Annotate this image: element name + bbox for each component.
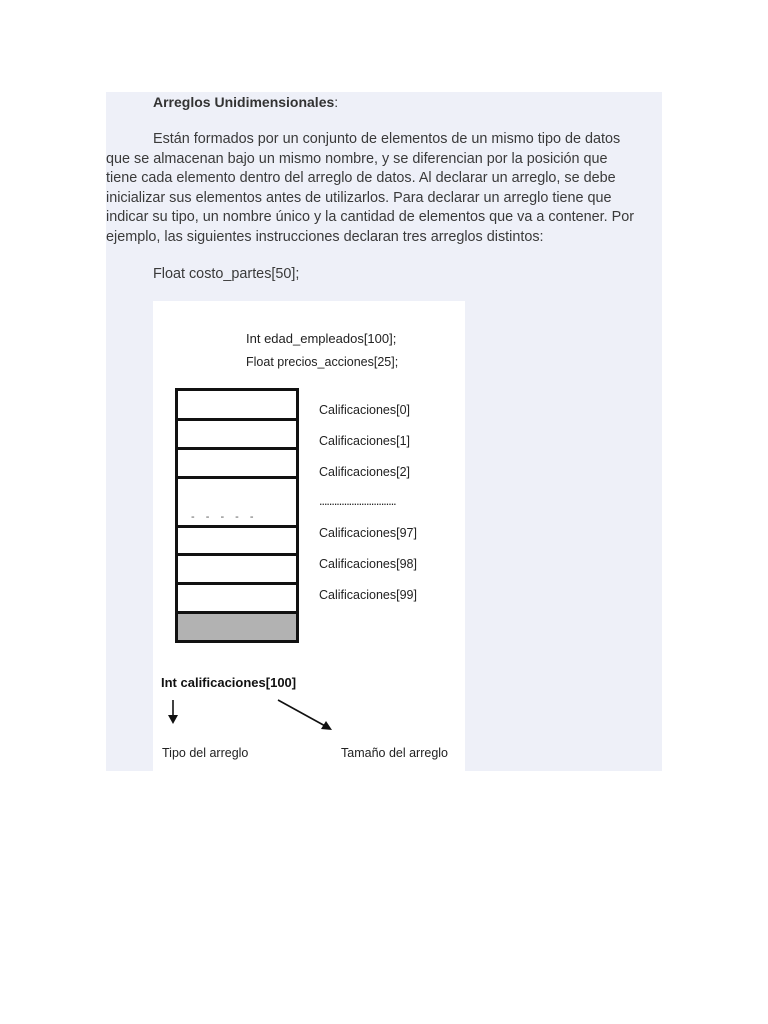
heading-title: Arreglos Unidimensionales [153, 94, 335, 110]
ellipsis-dashes: - - - - - [191, 511, 258, 523]
paragraph-line: indicar su tipo, un nombre único y la cantidad de elementos que va a contener. Por [106, 209, 634, 226]
array-diagram [153, 301, 465, 771]
array-declaration: Int calificaciones[100] [161, 675, 297, 690]
code-example: Float costo_partes[50]; [153, 266, 300, 282]
down-arrow-icon [168, 700, 178, 724]
ellipsis-label: ............................... [319, 494, 396, 508]
element-label: Calificaciones[2] [319, 465, 411, 479]
element-label: Calificaciones[99] [319, 588, 417, 602]
declaration-precios: Float precios_acciones[25]; [246, 355, 399, 369]
paragraph-line: que se almacenan bajo un mismo nombre, y se diferencian por la posición que [106, 150, 608, 167]
heading-colon: : [334, 94, 339, 110]
type-caption: Tipo del arreglo [162, 746, 249, 760]
paragraph-line: tiene cada elemento dentro del arreglo de datos. Al declarar un arreglo, se debe [106, 170, 616, 187]
annotation-arrows [153, 301, 465, 771]
section-heading [153, 94, 338, 110]
element-label: Calificaciones[97] [319, 526, 417, 540]
paragraph-line: inicializar sus elementos antes de utilizarlos. Para declarar un arreglo tiene que [106, 189, 612, 206]
paragraph-line: ejemplo, las siguientes instrucciones declaran tres arreglos distintos: [106, 228, 544, 245]
element-label: Calificaciones[0] [319, 403, 411, 417]
intro-paragraph [106, 130, 666, 248]
declaration-edad: Int edad_empleados[100]; [246, 331, 397, 346]
paragraph-line: Están formados por un conjunto de elementos de un mismo tipo de datos [153, 131, 621, 147]
element-label: Calificaciones[98] [319, 557, 417, 571]
size-caption: Tamaño del arreglo [341, 746, 449, 760]
element-label: Calificaciones[1] [319, 434, 411, 448]
diagonal-arrow-icon [278, 700, 332, 730]
